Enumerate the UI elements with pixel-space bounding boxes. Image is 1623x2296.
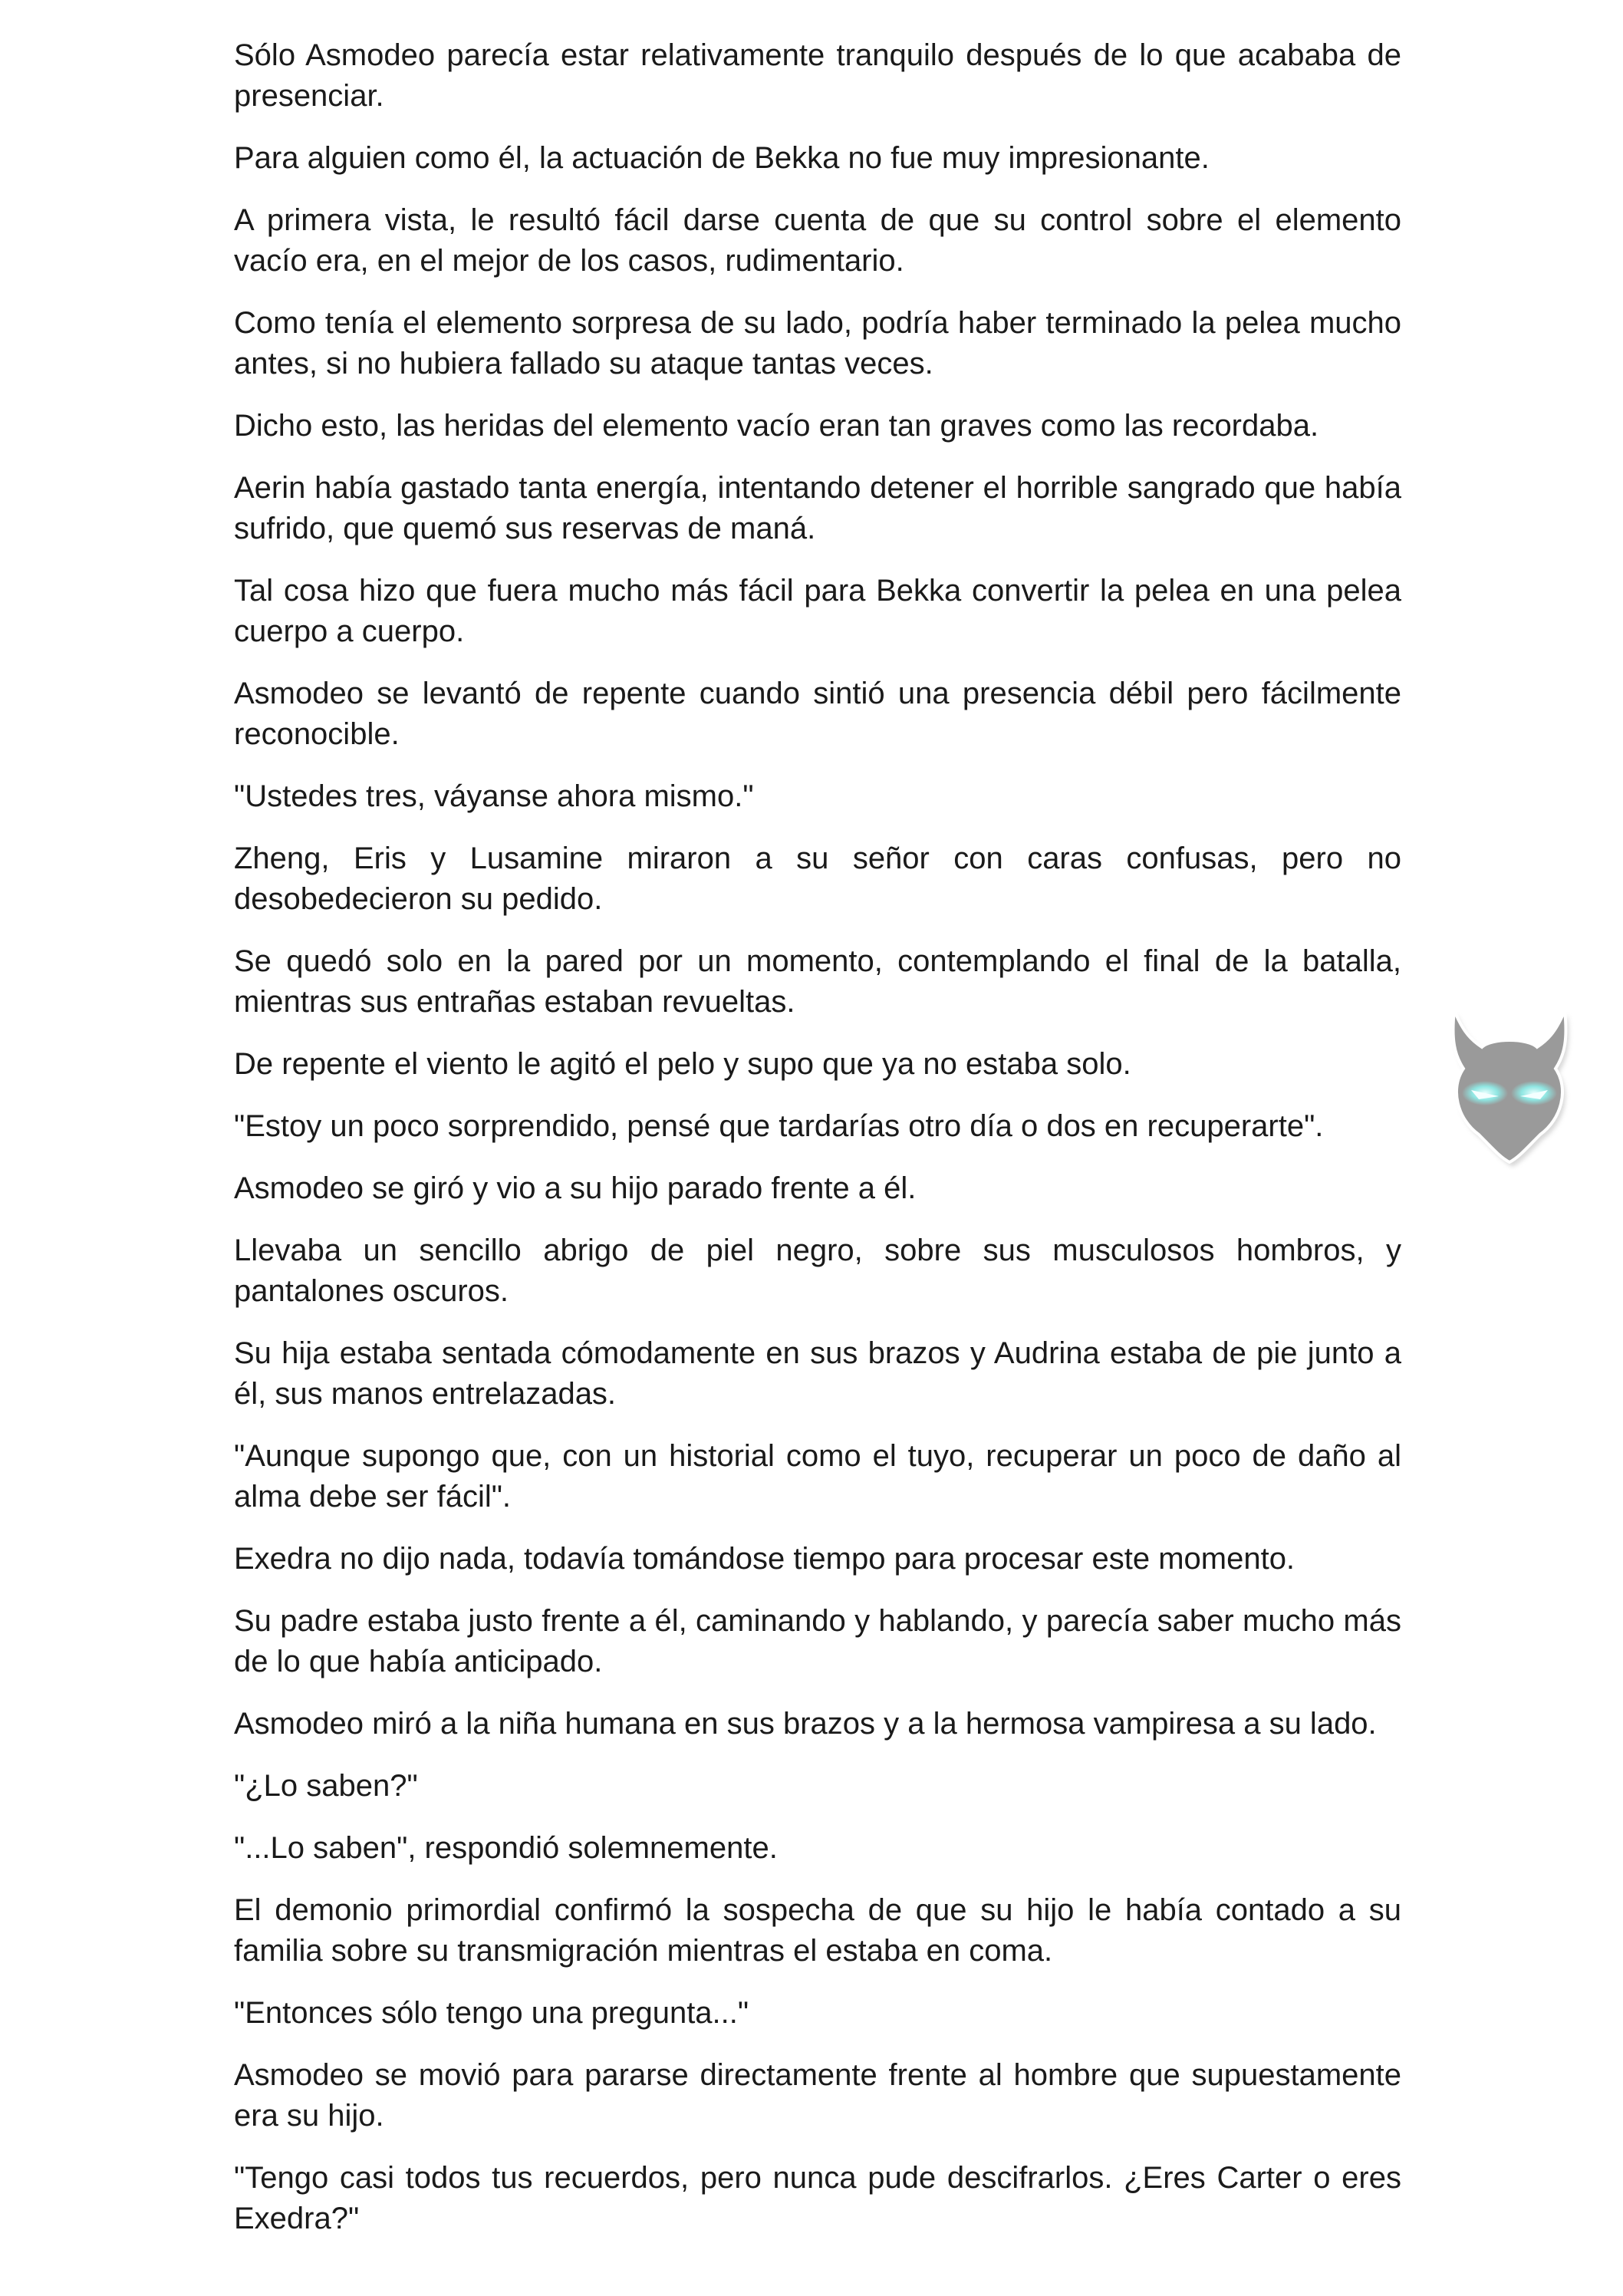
paragraph: "¿Lo saben?"	[234, 1769, 418, 1803]
paragraph: A primera vista, le resultó fácil darse cuenta de que su control sobre el elemento vacío era, en el mejor de los casos, rudimentario.	[234, 203, 1401, 278]
paragraph: Dicho esto, las heridas del elemento vacío eran tan graves como las recordaba.	[234, 409, 1319, 443]
paragraph: "Ustedes tres, váyanse ahora mismo."	[234, 779, 754, 813]
paragraph: Asmodeo se movió para pararse directamente frente al hombre que supuestamente era su hijo.	[234, 2058, 1401, 2133]
paragraph: Asmodeo se giró y vio a su hijo parado frente a él.	[234, 1171, 917, 1205]
paragraph: "Tengo casi todos tus recuerdos, pero nunca pude descifrarlos. ¿Eres Carter o eres Exedra?"	[234, 2161, 1401, 2235]
paragraph: De repente el viento le agitó el pelo y supo que ya no estaba solo.	[234, 1047, 1131, 1081]
paragraph: Asmodeo se levantó de repente cuando sintió una presencia débil pero fácilmente reconocible.	[234, 677, 1401, 751]
demon-head-icon	[1433, 993, 1586, 1170]
paragraph: Tal cosa hizo que fuera mucho más fácil para Bekka convertir la pelea en una pelea cuerpo a cuerpo.	[234, 574, 1401, 648]
document-body	[234, 35, 1401, 2261]
paragraph: Aerin había gastado tanta energía, intentando detener el horrible sangrado que había sufrido, que quemó sus reservas de maná.	[234, 471, 1401, 545]
paragraph: Se quedó solo en la pared por un momento, contemplando el final de la batalla, mientras sus entrañas estaban revueltas.	[234, 944, 1401, 1019]
paragraph: Zheng, Eris y Lusamine miraron a su señor con caras confusas, pero no desobedecieron su pedido.	[234, 842, 1401, 916]
paragraph: Como tenía el elemento sorpresa de su lado, podría haber terminado la pelea mucho antes, si no hubiera fallado su ataque tantas veces.	[234, 306, 1401, 380]
paragraph: Asmodeo miró a la niña humana en sus brazos y a la hermosa vampiresa a su lado.	[234, 1707, 1377, 1741]
paragraph: Su hija estaba sentada cómodamente en sus brazos y Audrina estaba de pie junto a él, sus manos entrelazadas.	[234, 1336, 1401, 1411]
paragraph: Para alguien como él, la actuación de Bekka no fue muy impresionante.	[234, 141, 1210, 175]
paragraph: "Estoy un poco sorprendido, pensé que tardarías otro día o dos en recuperarte".	[234, 1109, 1324, 1143]
paragraph: El demonio primordial confirmó la sospecha de que su hijo le había contado a su familia sobre su transmigración mientras el estaba en coma.	[234, 1893, 1401, 1968]
paragraph: Su padre estaba justo frente a él, caminando y hablando, y parecía saber mucho más de lo que había anticipado.	[234, 1604, 1401, 1678]
paragraph: Exedra no dijo nada, todavía tomándose tiempo para procesar este momento.	[234, 1542, 1295, 1576]
paragraph: Llevaba un sencillo abrigo de piel negro, sobre sus musculosos hombros, y pantalones oscuros.	[234, 1234, 1401, 1308]
paragraph: "Aunque supongo que, con un historial como el tuyo, recuperar un poco de daño al alma debe ser fácil".	[234, 1439, 1401, 1514]
paragraph: "Entonces sólo tengo una pregunta..."	[234, 1996, 749, 2030]
paragraph: "...Lo saben", respondió solemnemente.	[234, 1831, 778, 1865]
paragraph: Sólo Asmodeo parecía estar relativamente tranquilo después de lo que acababa de presenciar.	[234, 38, 1401, 113]
